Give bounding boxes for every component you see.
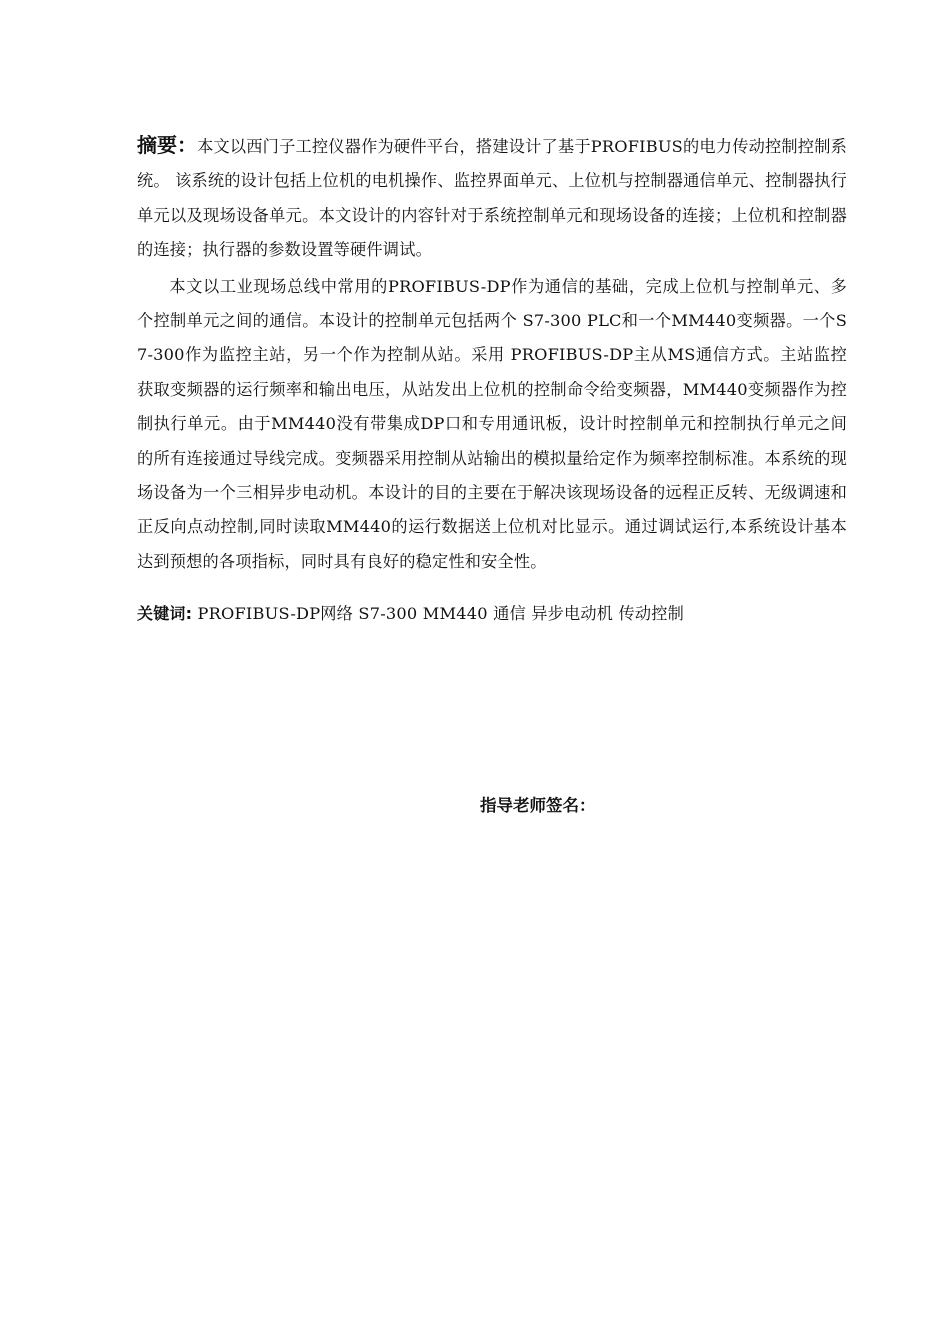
abstract-section — [137, 128, 847, 629]
keywords-label: 关键词: — [137, 604, 193, 624]
abstract-heading: 摘要： — [137, 133, 198, 157]
keywords-line — [137, 599, 847, 629]
advisor-signature-label: 指导老师签名： — [480, 796, 596, 815]
abstract-paragraph-1-text: 本文以西门子工控仪器作为硬件平台，搭建设计了基于PROFIBUS的电力传动控制控制系统。 该系统的设计包括上位机的电机操作、监控界面单元、上位机与控制器通信单元、控制器执行单元以及现场设备单元。本文设计的内容针对于系统控制单元和现场设备的连接；上位机和控制器的连接；执行器的参数设置等硬件调试。 — [137, 137, 848, 260]
keywords-text: PROFIBUS-DP网络 S7-300 MM440 通信 异步电动机 传动控制 — [192, 604, 685, 624]
abstract-paragraph-2: 本文以工业现场总线中常用的PROFIBUS-DP作为通信的基础，完成上位机与控制单元、多个控制单元之间的通信。本设计的控制单元包括两个 S7-300 PLC和一个MM440变频器。一个S7-300作为监控主站，另一个作为控制从站。采用 PROFIBUS-DP主从MS通信方式。主站监控获取变频器的运行频率和输出电压，从站发出上位机的控制命令给变频器，MM440变频器作为控制执行单元。由于MM440没有带集成DP口和专用通讯板，设计时控制单元和控制执行单元之间的所有连接通过导线完成。变频器采用控制从站输出的模拟量给定作为频率控制标准。本系统的现场设备为一个三相异步电动机。本设计的目的主要在于解决该现场设备的远程正反转、无级调速和正反向点动控制,同时读取MM440的运行数据送上位机对比显示。通过调试运行,本系统设计基本达到预想的各项指标，同时具有良好的稳定性和安全性。 — [137, 276, 847, 571]
abstract-paragraph-1 — [137, 128, 847, 268]
